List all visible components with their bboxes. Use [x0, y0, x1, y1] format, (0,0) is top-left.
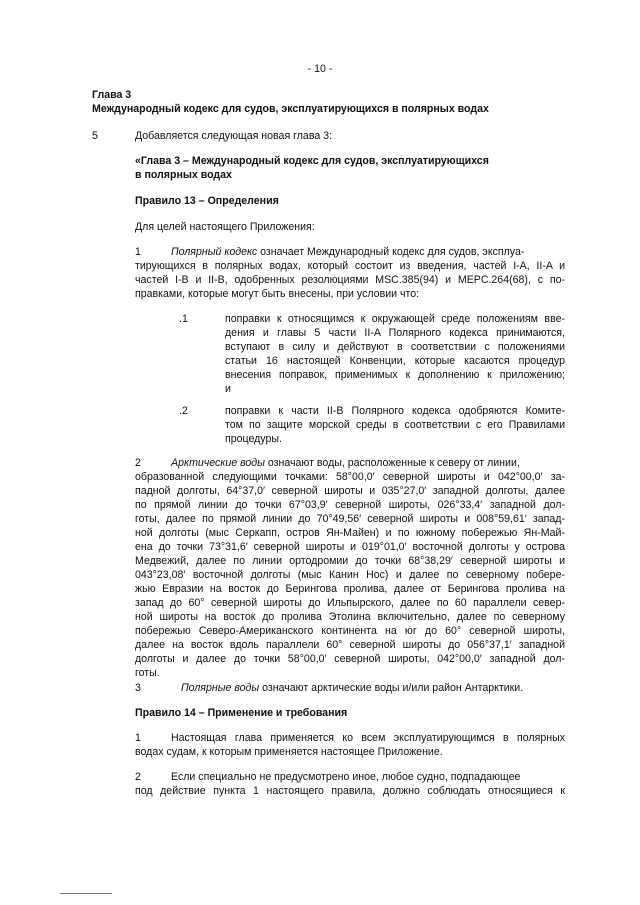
- paragraph-line: жью Евразии на восток до Берингова пролива, далее от Берингова пролива на: [135, 583, 565, 595]
- regulation-13-title: Правило 13 – Определения: [135, 195, 279, 207]
- paragraph-number: 1: [135, 732, 141, 744]
- sub-item-line: том по защите морской среды в соответствии с его Правилами: [225, 419, 565, 431]
- paragraph-line: под действие пункта 1 настоящего правила, должно соблюдать относящиеся к: [135, 785, 565, 797]
- paragraph-text: означают арктические воды и/или район Антарктики.: [259, 682, 524, 694]
- sub-item-line: статьи 16 настоящей Конвенции, которые касаются процедур: [225, 355, 565, 367]
- item-5-text: Добавляется следующая новая глава 3:: [135, 130, 333, 142]
- paragraph-line: ена до точки 73°31,6′ северной широты и 019°01,0′ восточной долготы у острова: [135, 541, 565, 553]
- paragraph-line: падной долготы, 64°37,0′ северной широты и 035°27,0′ западной долготы, далее: [135, 485, 565, 497]
- paragraph-line: Медвежий, далее по линии ортодромии до точки 68°38,29′ северной широты и: [135, 555, 565, 567]
- paragraph-line: готы, далее по прямой линии до 70°49,56′ северной широты и 008°59,61′ запад-: [135, 513, 565, 525]
- sub-item-line: внесения поправок, применимых к дополнению к приложению;: [225, 369, 565, 381]
- paragraph-line: по прямой линии до точки 67°03,9′ северной широты, 026°33,4′ западной дол-: [135, 499, 565, 511]
- quoted-chapter-title-line1: «Глава 3 – Международный кодекс для судов, эксплуатирующихся: [135, 155, 489, 167]
- paragraph-line: побережью Северо-Американского континента на юг до 60° северной широты,: [135, 625, 565, 637]
- quoted-chapter-title-line2: в полярных водах: [135, 169, 232, 181]
- page-number: - 10 -: [307, 63, 333, 75]
- sub-item-line: и: [225, 383, 231, 395]
- paragraph-number: 2: [135, 771, 141, 783]
- paragraph-line: правками, которые могут быть внесены, при условии что:: [135, 288, 420, 300]
- paragraph-text: означает Международный кодекс для судов, эксплуа-: [257, 246, 525, 258]
- regulation-14-paragraph-1: [135, 731, 565, 759]
- chapter-title-heading: Международный кодекс для судов, эксплуатирующихся в полярных водах: [92, 103, 489, 115]
- paragraph-text: означают воды, расположенные к северу от линии,: [264, 457, 520, 469]
- sub-item-line: дения и главы 5 части II-A Полярного кодекса принимаются,: [225, 327, 565, 339]
- regulation-13-paragraph-1: [135, 245, 565, 301]
- term-arctic-waters: Арктические воды: [171, 457, 265, 469]
- regulation-14-paragraph-2: [135, 770, 565, 798]
- sub-item-line: процедуры.: [225, 433, 282, 445]
- paragraph-line: ной долготы (мыс Серкапп, остров Ян-Майен) и по южному побережью Ян-Май-: [135, 527, 565, 539]
- paragraph-line: готы.: [135, 667, 160, 679]
- sub-item-line: поправки к части II-B Полярного кодекса одобряются Комите-: [225, 405, 565, 417]
- paragraph-text: Настоящая глава применяется ко всем эксплуатирующимся в полярных: [171, 732, 565, 744]
- chapter-number-heading: Глава 3: [92, 89, 132, 101]
- paragraph-line: запад до 60° северной широты до Ильпырского, далее по 60 параллели север-: [135, 597, 565, 609]
- sub-item-line: вступают в силу и действуют в соответствии с положениями: [225, 341, 565, 353]
- paragraph-line: 043°23,08′ восточной долготы (мыс Канин Нос) и далее по северному побере-: [135, 569, 565, 581]
- paragraph-text: Если специально не предусмотрено иное, любое судно, подпадающее: [171, 771, 521, 783]
- term-polar-waters: Полярные воды: [181, 682, 260, 694]
- sub-item-line: поправки к относящимся к окружающей среде положениям вве-: [225, 313, 565, 325]
- regulation-13-paragraph-3: [135, 681, 565, 695]
- paragraph-line: водах судам, к которым применяется настоящее Приложение.: [135, 746, 443, 758]
- term-polar-code: Полярный кодекс: [171, 246, 258, 258]
- paragraph-number: 2: [135, 457, 141, 469]
- paragraph-line: далее на восток вдоль параллели 60° северной широты до 056°37,1′ западной: [135, 639, 565, 651]
- paragraph-number: 1: [135, 246, 141, 258]
- paragraph-line: тирующихся в полярных водах, который состоит из введения, частей I-A, II-A и: [135, 260, 565, 272]
- footer-rule: [60, 893, 112, 894]
- paragraph-line: ной широты на восток до пролива Этолина включительно, далее по северному: [135, 611, 565, 623]
- regulation-13-intro: Для целей настоящего Приложения:: [135, 221, 315, 233]
- regulation-13-paragraph-2: [135, 456, 565, 680]
- sub-item-2-text: [225, 404, 565, 446]
- item-5-number: 5: [92, 130, 98, 142]
- paragraph-line: частей I-B и II-B, одобренных резолюциями MSC.385(94) и MEPC.264(68), с по-: [135, 274, 565, 286]
- sub-item-1-text: [225, 312, 565, 396]
- sub-item-1-number: .1: [179, 313, 188, 325]
- paragraph-line: долготы и далее до точки 58°00,0′ северной широты, 042°00,0′ западной дол-: [135, 653, 565, 665]
- paragraph-line: образованной следующими точками: 58°00,0′ северной широты и 042°00,0′ за-: [135, 471, 565, 483]
- sub-item-2-number: .2: [179, 405, 188, 417]
- regulation-14-title: Правило 14 – Применение и требования: [135, 707, 348, 719]
- paragraph-number: 3: [135, 682, 141, 694]
